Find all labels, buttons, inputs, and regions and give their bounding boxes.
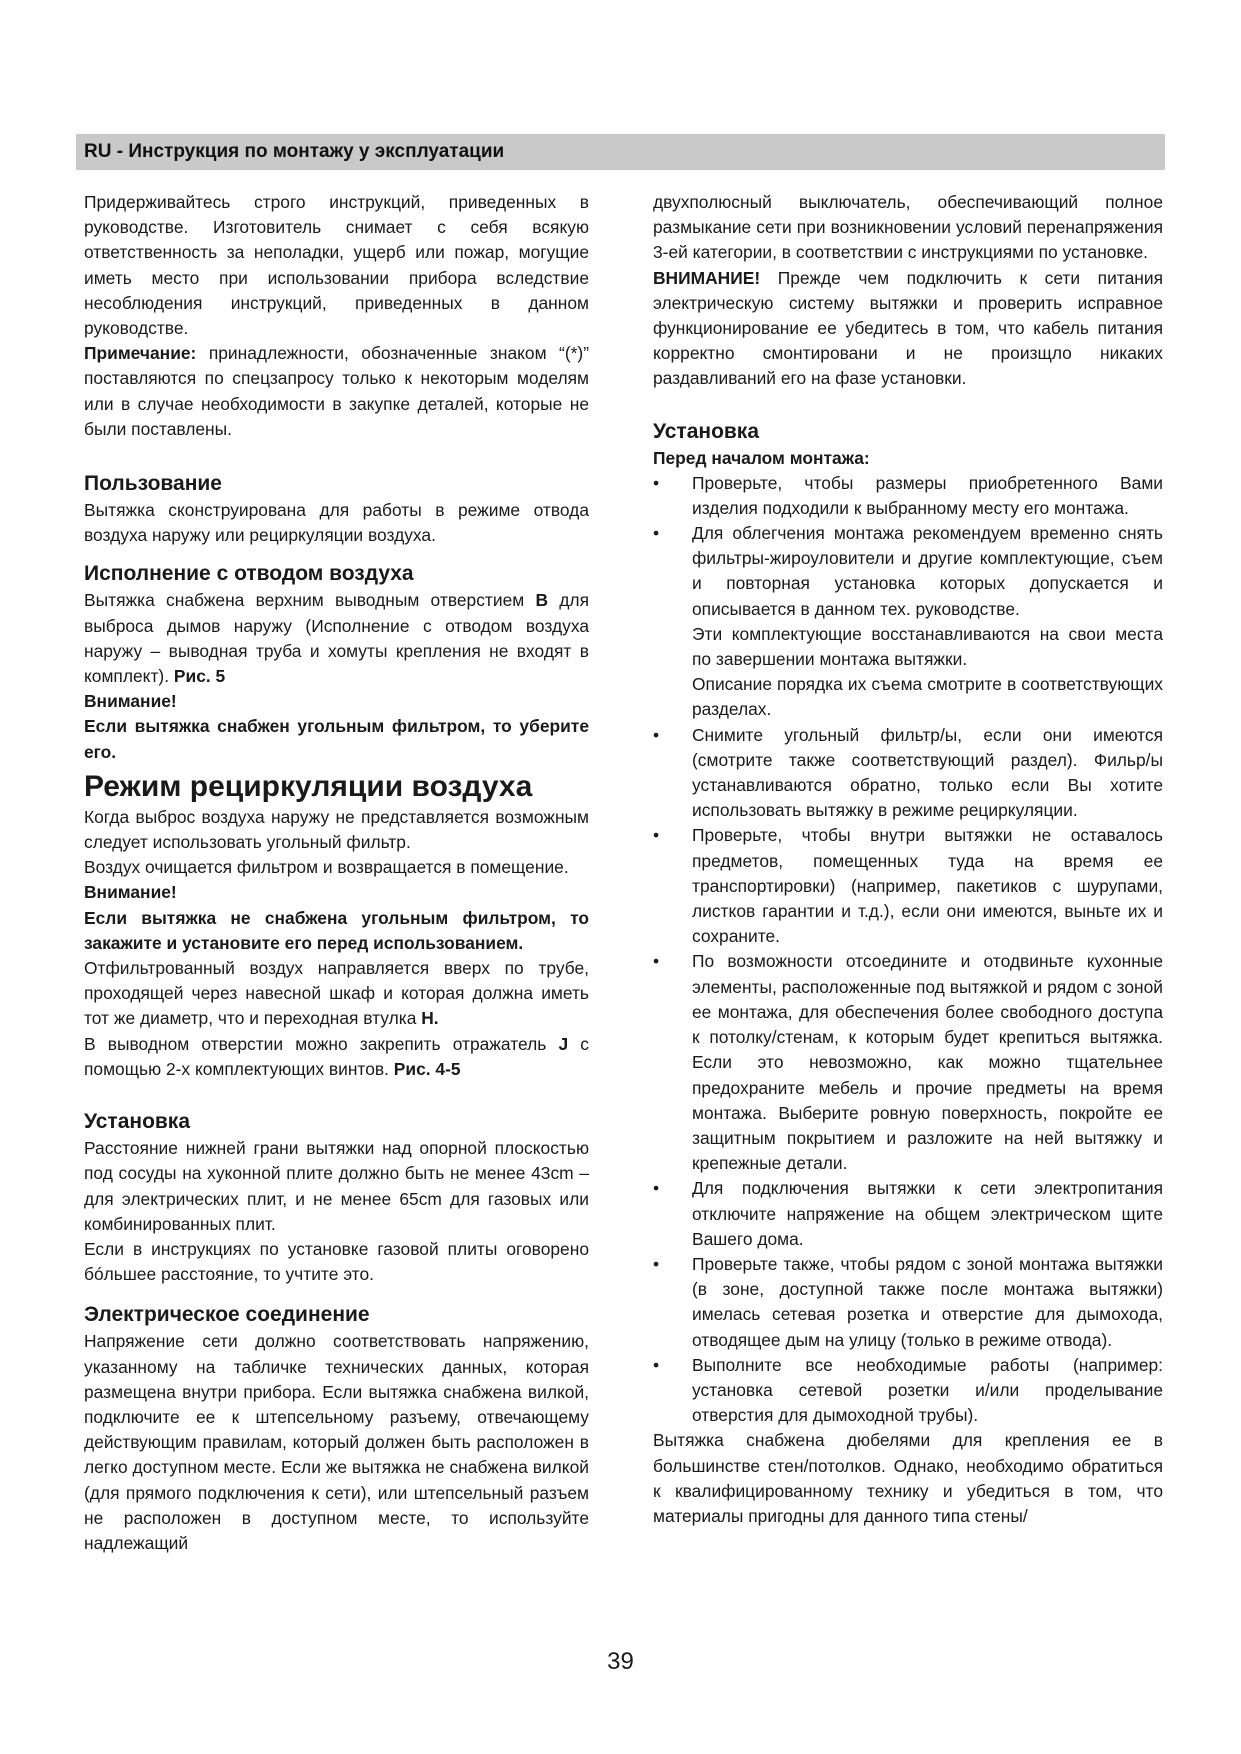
exhaust-warning: Если вытяжка снабжен угольным фильтром, то уберите его. <box>84 716 589 762</box>
adapter-label-h: H. <box>421 1008 439 1029</box>
figure-ref-4-5: Рис. 4-5 <box>393 1058 461 1079</box>
warning-paragraph <box>653 266 1163 392</box>
list-item-text: • Для облегчения монтажа рекомендуем временно снять фильтры-жироуловители и другие комплектующие, съем и повторная установка которых допускается и описывается в данном тех. руководстве. <box>692 523 1163 619</box>
recirc-attention: Внимание! <box>84 882 177 903</box>
continuation-text: двухполюсный выключатель, обеспечивающий полное размыкание сети при возникновении условий перенапряжения 3-ей категории, в соответствии с инструкциями по установке. <box>653 192 1163 263</box>
note-paragraph <box>84 341 589 442</box>
recirc-text-3a: Отфильтрованный воздух направляется вверх по трубе, проходящей через навесной шкаф и которая должна иметь тот же диаметр, что и переходная втулка <box>84 958 589 1029</box>
list-item: • По возможности отсоедините и отодвиньте кухонные элементы, расположенные под вытяжкой и рядом с зоной ее монтажа, для обеспечения более свободного доступа к потолку/стенам, к которым будет крепиться вытяжка. Если это невозможно, как можно тщательнее предохраните мебель и прочие предметы на время монтажа. Выберите ровную поверхность, покройте ее защитным покрытием и разложите на ней вытяжку и крепежные детали. <box>653 949 1163 1176</box>
outlet-label-b: B <box>535 590 549 611</box>
warning-label: ВНИМАНИЕ! <box>653 267 761 288</box>
intro-paragraph: Придерживайтесь строго инструкций, приведенных в руководстве. Изготовитель снимает с себя всякую ответственность за неполадки, ущерб или пожар, могущие иметь место при использовании прибора вследствие несоблюдения инструкций, приведенных в данном руководстве. <box>84 192 589 339</box>
final-text: Вытяжка снабжена дюбелями для крепления ее в большинстве стен/потолков. Однако, необходимо обратиться к квалифицированному технику и убедиться в том, что материалы пригодны для данного типа стены/ <box>653 1430 1163 1526</box>
list-item: • Для подключения вытяжки к сети электропитания отключите напряжение на общем электрическом щите Вашего дома. <box>653 1176 1163 1252</box>
install-heading-left: Установка <box>84 1110 190 1134</box>
install-checklist <box>653 471 1163 1429</box>
exhaust-heading: Исполнение с отводом воздуха <box>84 562 414 586</box>
recirc-text-3 <box>84 956 589 1032</box>
recirc-text-1: Когда выброс воздуха наружу не представляется возможным следует использовать угольный фильтр. <box>84 806 589 853</box>
list-item-extra: Эти комплектующие восстанавливаются на свои места по завершении монтажа вытяжки. <box>692 623 1163 670</box>
exhaust-text-part2: для выброса дымов наружу (Исполнение с отводом воздуха наружу – выводная труба и хомуты крепления не входят в комплект). <box>84 590 589 687</box>
recirc-text-4b: с помощью 2-х комплектующих винтов. <box>84 1033 590 1079</box>
before-install-heading: Перед началом монтажа: <box>653 447 870 468</box>
usage-text: Вытяжка сконструирована для работы в режиме отвода воздуха наружу или рециркуляции воздуха. <box>84 500 589 546</box>
exhaust-attention: Внимание! <box>84 691 177 712</box>
list-item: • Проверьте, чтобы размеры приобретенного Вами изделия подходили к выбранному месту его монтажа. <box>653 471 1163 521</box>
list-item: • Снимите угольный фильтр/ы, если они имеются (смотрите также соответствующий раздел). Фильр/ы устанавливаются обратно, только если Вы хотите использовать вытяжку в режиме рециркуляции. <box>653 723 1163 824</box>
warning-text: Прежде чем подключить к сети питания электрическую систему вытяжки и проверить исправное функционирование ее убедитесь в том, что кабель питания корректно смонтировани и не произщло никаких раздавливаний его на фазе установки. <box>653 267 1163 389</box>
install-text-1: Расстояние нижней грани вытяжки над опорной плоскостью под сосуды на хуконной плите должно быть не менее 43cm – для электрических плит, и не менее 65cm для газовых или комбинированных плит. <box>84 1138 589 1234</box>
note-text: принадлежности, обозначенные знаком “(*)” поставляются по спецзапросу только к некоторым моделям или в случае необходимости в закупке деталей, которые не были поставлены. <box>84 343 589 439</box>
note-label: Примечание: <box>84 343 197 364</box>
list-item: • Выполните все необходимые работы (например: установка сетевой розетки и/или проделывание отверстия для дымоходной трубы). <box>653 1353 1163 1429</box>
section-title: RU - Инструкция по монтажу у эксплуатации <box>84 141 505 162</box>
recirc-warning: Если вытяжка не снабжена угольным фильтром, то закажите и установите его перед использованием. <box>84 907 589 953</box>
list-item: • Проверьте также, чтобы рядом с зоной монтажа вытяжки (в зоне, доступной также после монтажа вытяжки) имелась сетевая розетка и отверстие для дымохода, отводящее дым на улицу (только в режиме отвода). <box>653 1252 1163 1353</box>
list-item-extra: Описание порядка их съема смотрите в соответствующих разделах. <box>692 674 1163 720</box>
exhaust-text-part1: Вытяжка снабжена верхним выводным отверстием <box>84 590 536 611</box>
recirc-text-4a: В выводном отверстии можно закрепить отражатель <box>84 1033 559 1054</box>
install-text-2: Если в инструкциях по установке газовой плиты оговорено бóльшее расстояние, то учтите это. <box>84 1238 589 1285</box>
deflector-label-j: J <box>558 1033 569 1054</box>
electric-heading: Электрическое соединение <box>84 1303 370 1327</box>
usage-heading: Пользование <box>84 472 222 496</box>
left-column <box>84 190 589 1556</box>
list-item <box>653 521 1163 723</box>
recirc-text-4 <box>84 1032 589 1082</box>
list-item: • Проверьте, чтобы внутри вытяжки не оставалось предметов, помещенных туда на время ее транспортировки) (например, пакетиков с шурупами, листков гарантии и т.д.), если они имеются, выньте их и сохраните. <box>653 823 1163 949</box>
recirc-text-2: Воздух очищается фильтром и возвращается в помещение. <box>84 857 569 878</box>
recirculation-heading: Режим рециркуляции воздуха <box>84 769 533 803</box>
right-column <box>653 190 1163 1529</box>
exhaust-text <box>84 588 589 689</box>
section-header-bar <box>76 134 1165 170</box>
figure-ref-5: Рис. 5 <box>173 666 226 687</box>
electric-text: Напряжение сети должно соответствовать напряжению, указанному на табличке технических данных, которая размещена внутри прибора. Если вытяжка снабжена вилкой, подключите ее к штепсельному разъему, отвечающему действующим правилам, который должен быть расположен в легко доступном месте. Если же вытяжка не снабжена вилкой (для прямого подключения к сети), или штепсельный разъем не расположен в доступном месте, то используйте надлежащий <box>84 1331 589 1553</box>
page-number: 39 <box>607 1648 634 1675</box>
install-heading-right: Установка <box>653 419 759 443</box>
